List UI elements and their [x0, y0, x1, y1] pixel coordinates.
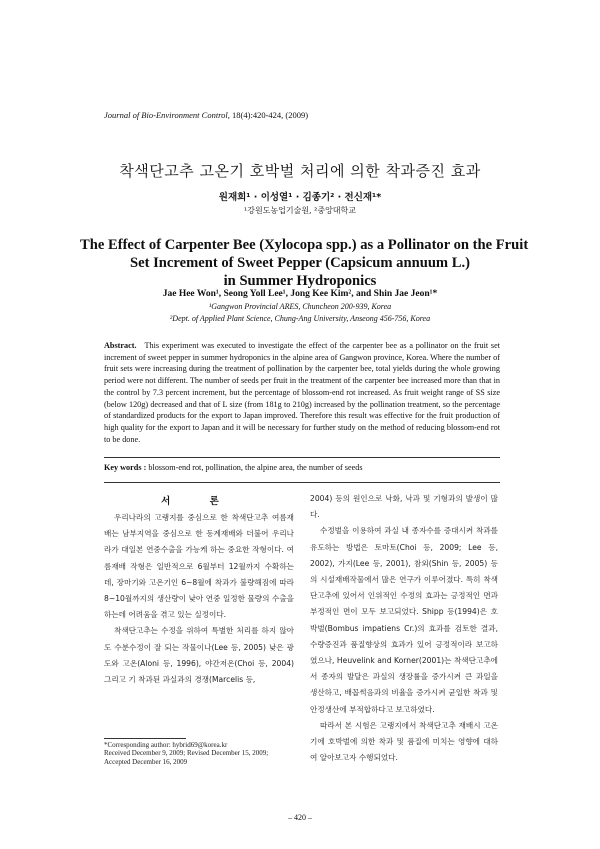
right-paragraph-2: 수정벌을 이용하여 과실 내 종자수를 증대시켜 착과를 유도하는 방법은 토마토(Choi 등, 2009; Lee 등, 2002), 가지(Lee 등, 2001), 참외(Shin 등, 2005) 등의 시설재배작물에서 많은 연구가 이루어졌다. 특히 착색단고추에 있어서 인위적인 수정의 효과는 긍정적인 면과 부정적인 면이 모두 보고되었다. Shipp 등(1994)은 호박벌(Bombus impatiens Cr.)의 효과를 검토한 결과, 수량증진과 품질향상의 효과가 있어 긍정적이라 보고하였으나, Heuvelink and Korner(2001)는 착색단고추에서 종자의 발달은 과실의 생장률을 증가시켜 큰 과일을 생산하고, 배꼽썩음과의 비율을 증가시켜 균일한 착과 및 안정생산에 부적합하다고 보고하였다.: [310, 526, 498, 714]
english-title: [80, 236, 529, 290]
keywords-top-rule: [104, 457, 500, 458]
footnote: [104, 741, 294, 766]
left-paragraph-2: 착색단고추는 수정을 위하여 특별한 처리를 하지 않아도 수분수정이 잘 되는 작물이나(Lee 등, 2005) 낮은 광도와 고온(Aloni 등, 1996), 야간저온(Choi 등, 2004) 그리고 기 착과된 과실과의 경쟁(Marcelis 등,: [104, 626, 294, 685]
abstract-text: This experiment was executed to investigate the effect of the carpenter bee as a pollinator on the fruit set increment of sweet pepper in summer hydroponics in the alpine area of Gangwon province, Korea. Where the number of fruit sets were increasing during the treatment of pollination by the carpenter bee, total yields during the whole growing period were not different. The number of seeds per fruit in the treatment of the carpenter bee increased more than that in the control by 7.3 percent increment, but the percentage of blossom-end rot increased. As fruit weight range of SS size (below 120g) decreased and that of L size (from 181g to 210g) increased by the pollination treatment, so the percentage of standardized products for the export to Japan improved. Therefore this result was effective for the fruit production of high quality for the export to Japan and it will be necessary for further study on the method of reducing blossom-end rot to be done.: [104, 341, 500, 444]
received-dates: Received December 9, 2009; Revised December 15, 2009;: [104, 749, 269, 758]
english-title-line-3: in Summer Hydroponics: [223, 273, 377, 289]
right-paragraph-3: 따라서 본 시험은 고랭지에서 착색단고추 재배시 고온기에 호박벌에 의한 착과 및 품질에 미치는 영향에 대하여 알아보고자 수행되었다.: [310, 720, 498, 763]
left-paragraph-1: 우리나라의 고랭지를 중심으로 한 착색단고추 여름재배는 남부지역을 중심으로 한 동계재배와 더불어 우리나라가 대일본 연중수출을 가능케 하는 중요한 작형이다. 여름재배 작형은 일반적으로 6월부터 12월까지 수확하는데, 장마기와 고온기인 6~8월에 착과가 불량해짐에 따라 8~10월까지의 생산량이 낮아 연중 일정한 물량의 수출을 하는데 어려움을 겪고 있는 실정이다.: [104, 513, 294, 620]
left-column: [104, 510, 294, 688]
accepted-date: Accepted December 16, 2009: [104, 757, 188, 766]
korean-affiliations: ¹강원도농업기술원, ²중앙대학교: [244, 206, 356, 215]
korean-title: 착색단고추 고온기 호박벌 처리에 의한 착과증진 효과: [119, 162, 481, 180]
abstract-label: Abstract.: [104, 341, 137, 350]
section-title-introduction: 서 론: [161, 496, 237, 507]
journal-volume: 18(4):420-424, (2009): [232, 110, 309, 120]
english-title-line-1: The Effect of Carpenter Bee (Xylocopa spp.) as a Pollinator on the Fruit: [80, 237, 529, 253]
right-paragraph-1: 2004) 등의 원인으로 낙화, 낙과 및 기형과의 발생이 많다.: [310, 494, 498, 520]
footnote-rule: [104, 738, 186, 739]
keywords: [104, 463, 500, 472]
keywords-text: blossom-end rot, pollination, the alpine area, the number of seeds: [148, 463, 363, 472]
abstract: [104, 340, 500, 445]
journal-name: Journal of Bio-Environment Control,: [104, 110, 230, 120]
page-number: – 420 –: [288, 813, 312, 822]
journal-citation: [104, 110, 308, 120]
english-affiliation-2: ²Dept. of Applied Plant Science, Chung-Ang University, Anseong 456-756, Korea: [169, 314, 431, 323]
right-column: [310, 491, 498, 766]
english-affiliation-1: ¹Gangwon Provincial ARES, Chuncheon 200-939, Korea: [208, 302, 392, 311]
korean-authors: 원재희¹ · 이성열¹ · 김종기² · 전신재¹*: [218, 192, 382, 203]
corresponding-author: *Corresponding author: hybrid69@korea.kr: [104, 741, 228, 749]
english-title-line-2: Set Increment of Sweet Pepper (Capsicum annuum L.): [130, 255, 470, 271]
english-authors: Jae Hee Won¹, Seong Yoll Lee¹, Jong Kee Kim², and Shin Jae Jeon¹*: [162, 289, 438, 299]
keywords-bottom-rule: [104, 482, 500, 483]
keywords-label: Key words :: [104, 463, 147, 472]
